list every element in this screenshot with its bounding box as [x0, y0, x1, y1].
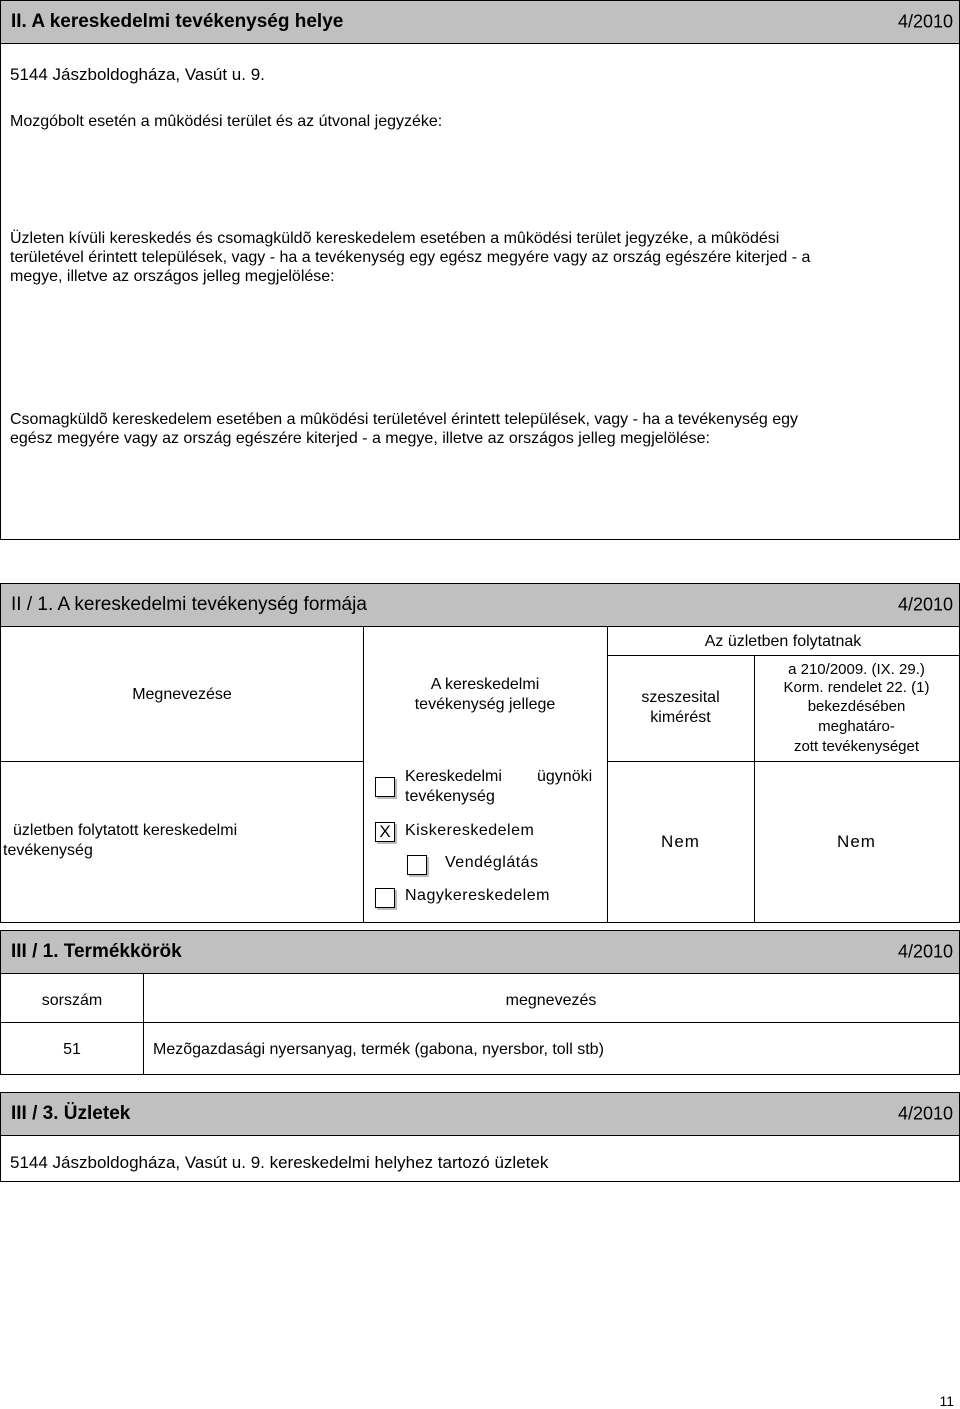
section-iii3-date: 4/2010: [897, 1103, 953, 1124]
table-divider: [1, 1022, 959, 1023]
wholesale-label: Nagykereskedelem: [405, 887, 550, 904]
col-header-nature-line1: A kereskedelmi: [430, 676, 540, 693]
agent-label-line1b: ügynöki: [537, 768, 593, 785]
section-ii1-title: II / 1. A kereskedelmi tevékenység formája: [11, 594, 367, 615]
retail-label: Kiskereskedelem: [405, 822, 535, 839]
col-header-decree-line5: zott tevékenységet: [793, 738, 920, 755]
product-row-number: 51: [63, 1041, 81, 1058]
table-divider: [363, 627, 364, 922]
section-iii1-title: III / 1. Termékkörök: [11, 941, 182, 962]
section-iii1-date: 4/2010: [897, 941, 953, 962]
product-table: [0, 973, 960, 1075]
alcohol-value: Nem: [661, 832, 700, 851]
col-header-decree-line1: a 210/2009. (IX. 29.): [788, 661, 925, 678]
shops-text: 5144 Jászboldogháza, Vasút u. 9. kereskedelmi helyhez tartozó üzletek: [10, 1153, 549, 1172]
col-header-alcohol-line2: kimérést: [650, 709, 711, 726]
section-ii-header: [0, 0, 960, 44]
agent-label-line2: tevékenység: [405, 788, 495, 805]
outside-trade-label-line3: megye, illetve az országos jelleg megjelölése:: [10, 268, 335, 285]
catering-label: Vendéglátás: [445, 854, 539, 871]
section-iii1-header: [0, 930, 960, 974]
parcel-trade-label-line2: egész megyére vagy az ország egészére kiterjed - a megye, illetve az országos jelleg megjelölése:: [10, 430, 710, 447]
col-header-decree-line3: bekezdésében: [807, 698, 906, 715]
agent-label-line1: Kereskedelmi: [405, 768, 502, 785]
row-name-line1: üzletben folytatott kereskedelmi: [13, 822, 238, 839]
mobile-shop-label: Mozgóbolt esetén a mûködési terület és az útvonal jegyzéke:: [10, 113, 443, 130]
product-row-name: Mezõgazdasági nyersanyag, termék (gabona, nyersbor, toll stb): [153, 1041, 604, 1058]
col-header-product-name: megnevezés: [505, 992, 597, 1009]
agent-checkbox[interactable]: [375, 777, 395, 797]
section-ii-body: [0, 43, 960, 540]
col-header-alcohol-line1: szeszesital: [641, 689, 720, 706]
col-header-decree-line2: Korm. rendelet 22. (1): [783, 679, 930, 696]
col-header-nature-line2: tevékenység jellege: [414, 696, 556, 713]
col-header-decree-line4: meghatáro-: [818, 718, 895, 735]
shops-section-body: [0, 1135, 960, 1182]
table-divider: [607, 761, 959, 762]
section-ii1-date: 4/2010: [897, 594, 953, 615]
outside-trade-label-line1: Üzleten kívüli kereskedés és csomagküldõ kereskedelem esetében a mûködési terület jegyzéke, a mûködési: [10, 230, 780, 247]
table-divider: [1, 761, 363, 762]
outside-trade-label-line2: területével érintett települések, vagy - ha a tevékenység egy egész megyére vagy az ország egészére kiterjed - a: [10, 249, 811, 266]
trade-form-table: [0, 626, 960, 923]
section-iii3-header: [0, 1092, 960, 1136]
section-iii3-title: III / 3. Üzletek: [11, 1103, 131, 1124]
retail-checkbox[interactable]: X: [375, 822, 395, 842]
trade-address: 5144 Jászboldogháza, Vasút u. 9.: [10, 65, 265, 84]
table-divider: [143, 974, 144, 1074]
col-header-number: sorszám: [41, 992, 103, 1009]
parcel-trade-label-line1: Csomagküldõ kereskedelem esetében a mûködési területével érintett települések, vagy - ha a tevékenység egy: [10, 411, 799, 428]
section-ii-title: II. A kereskedelmi tevékenység helye: [11, 11, 344, 32]
wholesale-checkbox[interactable]: [375, 888, 395, 908]
page-number: 11: [939, 1393, 954, 1409]
row-name-line2: tevékenység: [3, 842, 93, 859]
col-header-group: Az üzletben folytatnak: [704, 633, 862, 650]
decree-value: Nem: [837, 832, 876, 851]
catering-checkbox[interactable]: [407, 855, 427, 875]
section-ii1-header: [0, 583, 960, 627]
section-ii-date: 4/2010: [897, 11, 953, 32]
table-divider: [607, 627, 608, 922]
table-divider: [607, 655, 959, 656]
col-header-name: Megnevezése: [132, 686, 232, 703]
